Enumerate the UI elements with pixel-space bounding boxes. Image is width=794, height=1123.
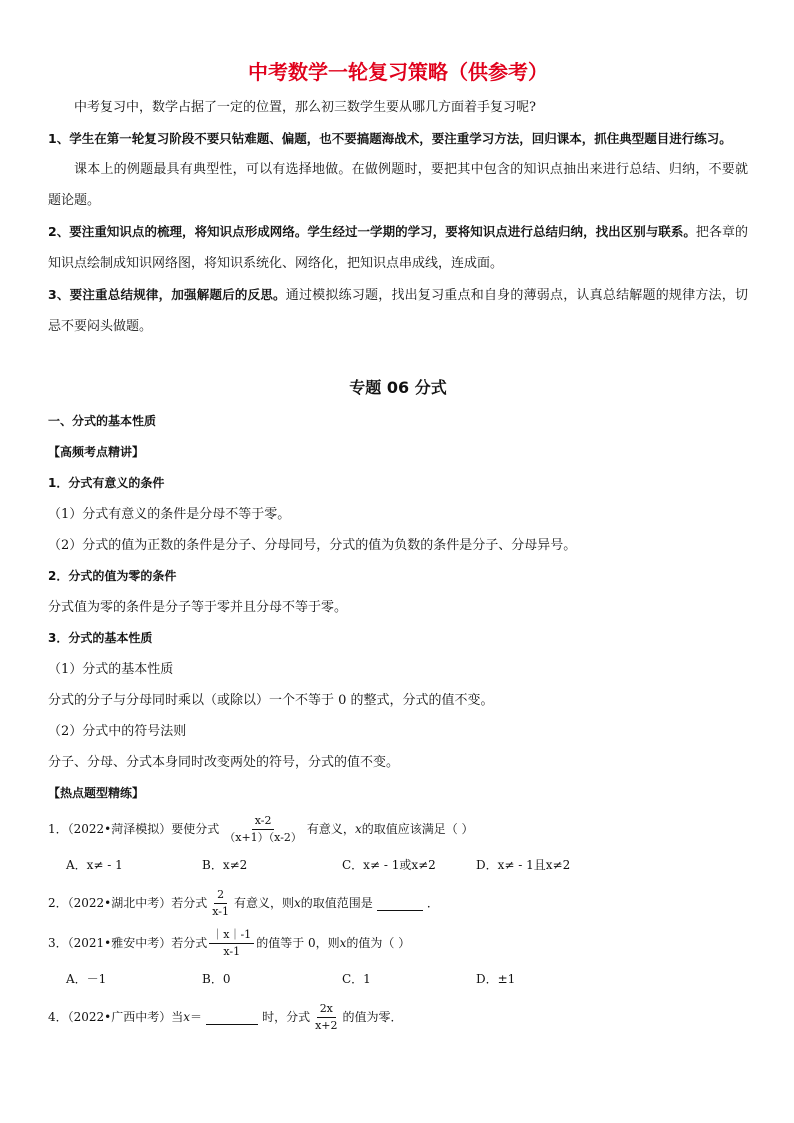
question-2-prefix: 2．（2022•湖北中考）若分式	[48, 896, 208, 910]
knowledge-3-c: （2）分式中的符号法则	[48, 724, 187, 739]
question-3-fraction	[209, 928, 254, 959]
question-3-option-b[interactable]: B．0	[202, 972, 231, 986]
knowledge-1-a: （1）分式有意义的条件是分母不等于零。	[48, 507, 291, 522]
question-4-mid: 时，分式	[262, 1010, 311, 1024]
strategy-3	[48, 279, 748, 342]
question-2-numerator: 2	[214, 888, 227, 904]
strategy-3-bold: 3、要注重总结规律，加强解题后的反思。	[48, 287, 286, 302]
knowledge-3-title: 3．分式的基本性质	[48, 631, 153, 645]
question-3-numerator: ｜x｜-1	[209, 928, 254, 944]
question-2-answer-blank[interactable]	[377, 896, 423, 911]
question-2-suffix-b: 的取值范围是	[300, 896, 373, 910]
strategy-1-body: 课本上的例题最具有典型性，可以有选择地做。在做例题时，要把其中包含的知识点抽出来进行总结、归纳，不要就题论题。	[48, 162, 748, 208]
knowledge-1-title: 1．分式有意义的条件	[48, 476, 165, 490]
bracket-heading-points: 【高频考点精讲】	[48, 445, 145, 459]
question-3	[48, 923, 748, 963]
topic-title: 专题 06 分式	[349, 378, 447, 397]
question-1-suffix-a: 有意义，	[306, 822, 355, 836]
knowledge-1-b: （2）分式的值为正数的条件是分子、分母同号，分式的值为负数的条件是分子、分母异号。	[48, 538, 577, 553]
question-1-option-d[interactable]: D．x≠ - 1且x≠2	[476, 858, 571, 872]
bracket-heading-practice: 【热点题型精练】	[48, 786, 145, 800]
strategy-2-bold: 2、要注重知识点的梳理，将知识点形成网络。学生经过一学期的学习，要将知识点进行总结归纳，找出区别与联系。	[48, 224, 696, 239]
question-3-prefix: 3．（2021•雅安中考）若分式	[48, 936, 208, 950]
strategy-2	[48, 216, 748, 279]
question-2-fraction	[209, 888, 232, 919]
question-4-prefix: 4．（2022•广西中考）当	[48, 1010, 184, 1024]
question-3-option-c[interactable]: C．1	[342, 972, 371, 986]
question-3-options	[66, 963, 748, 995]
question-4-variable: x	[183, 1010, 191, 1024]
question-2-variable: x	[294, 896, 301, 910]
question-2	[48, 883, 748, 923]
question-1-option-b[interactable]: B．x≠2	[202, 858, 248, 872]
question-3-suffix-b: 的值为（ ）	[346, 936, 411, 950]
question-1-option-c[interactable]: C．x≠ - 1或x≠2	[342, 858, 436, 872]
document-page	[48, 58, 748, 1037]
question-2-denominator: x-1	[212, 904, 229, 918]
question-1	[48, 809, 748, 849]
question-3-suffix-a: 的值等于 0，则	[256, 936, 340, 950]
question-1-options	[66, 849, 748, 881]
question-4-numerator: 2x	[317, 1002, 336, 1018]
intro-lead: 中考复习中，数学占据了一定的位置，那么初三数学生要从哪几方面着手复习呢?	[74, 100, 536, 115]
question-4	[48, 997, 748, 1037]
question-4-eq: ＝	[190, 1010, 203, 1024]
question-4-answer-blank[interactable]	[206, 1010, 258, 1025]
strategy-1-bold: 1、学生在第一轮复习阶段不要只钻难题、偏题，也不要搞题海战术，要注重学习方法，回归课本，抓住典型题目进行练习。	[48, 131, 732, 146]
strategy-2-body: 把各章的知识点绘制成知识网络图，将知识系统化、网络化，把知识点串成线，连成面。	[48, 225, 748, 271]
section-heading: 一、分式的基本性质	[48, 414, 157, 428]
knowledge-2-a: 分式值为零的条件是分子等于零并且分母不等于零。	[48, 600, 348, 615]
question-4-fraction	[312, 1002, 340, 1033]
knowledge-3-a: （1）分式的基本性质	[48, 662, 174, 677]
question-3-option-d[interactable]: D．±1	[476, 972, 516, 986]
question-1-option-a[interactable]: A．x≠ - 1	[66, 858, 123, 872]
question-1-suffix-b: 的取值应该满足（ ）	[361, 822, 474, 836]
question-1-variable: x	[354, 822, 362, 836]
knowledge-3-b: 分式的分子与分母同时乘以（或除以）一个不等于 0 的整式，分式的值不变。	[48, 693, 494, 708]
question-1-numerator: x-2	[252, 814, 275, 830]
question-1-prefix: 1．（2022•菏泽模拟）要使分式	[48, 822, 220, 836]
knowledge-3-d: 分子、分母、分式本身同时改变两处的符号，分式的值不变。	[48, 755, 400, 770]
question-1-denominator: （x+1）（x-2）	[224, 830, 302, 844]
question-4-denominator: x+2	[315, 1018, 338, 1032]
question-4-suffix-a: 的值为零．	[342, 1010, 403, 1024]
question-3-variable: x	[339, 936, 347, 950]
page-title: 中考数学一轮复习策略（供参考）	[248, 60, 548, 84]
question-3-denominator: x-1	[223, 944, 241, 958]
knowledge-2-title: 2．分式的值为零的条件	[48, 569, 177, 583]
question-2-suffix-a: 有意义，则	[234, 896, 295, 910]
question-1-fraction	[221, 814, 305, 845]
question-3-option-a[interactable]: A．－1	[66, 972, 107, 986]
strategy-3-body: 通过模拟练习题，找出复习重点和自身的薄弱点，认真总结解题的规律方法，切忌不要闷头做题。	[48, 288, 748, 334]
question-2-end: ．	[426, 896, 439, 910]
